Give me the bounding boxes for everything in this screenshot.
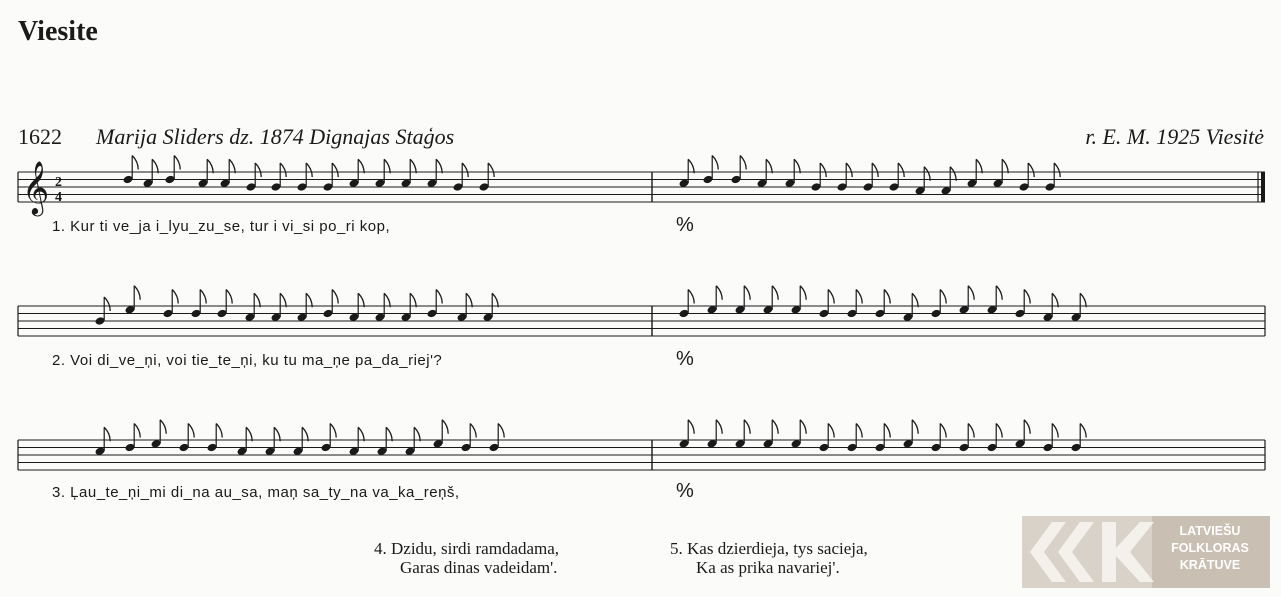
repeat-sign-1: % — [676, 214, 694, 236]
note-flag — [216, 424, 222, 438]
note-flag — [976, 159, 982, 173]
note-flag — [492, 293, 498, 307]
note-flag — [414, 427, 420, 441]
note-flag — [688, 420, 694, 434]
note-flag — [200, 290, 206, 304]
note-flag — [968, 286, 974, 300]
note-flag — [207, 159, 213, 173]
time-signature-top: 2 — [55, 175, 62, 190]
note-flag — [442, 420, 448, 434]
note-flag — [950, 167, 956, 181]
note-flag — [134, 424, 140, 438]
note-flag — [280, 163, 286, 177]
verse-5-line-1: 5. Kas dzierdieja, tys sacieja, — [670, 539, 868, 558]
lyric-line-2: 2. Voi di_ve_ņi, voi tie_te_ņi, ku tu ma_ņe pa_da_riej'? — [52, 352, 443, 369]
note-flag — [410, 293, 416, 307]
note-flag — [104, 427, 110, 441]
note-flag — [744, 420, 750, 434]
note-flag — [820, 163, 826, 177]
note-flag — [246, 427, 252, 441]
note-flag — [800, 286, 806, 300]
note-flag — [772, 420, 778, 434]
note-flag — [488, 163, 494, 177]
note-flag — [306, 163, 312, 177]
note-flag — [330, 424, 336, 438]
note-flag — [772, 286, 778, 300]
note-flag — [1002, 159, 1008, 173]
note-flag — [226, 290, 232, 304]
note-flag — [794, 159, 800, 173]
note-flag — [1080, 424, 1086, 438]
note-flag — [384, 293, 390, 307]
note-flag — [462, 163, 468, 177]
singer-info: Marija Sliders dz. 1874 Dignajas Staģos — [96, 124, 455, 149]
note-flag — [1052, 424, 1058, 438]
note-flag — [716, 286, 722, 300]
note-flag — [274, 427, 280, 441]
note-flag — [856, 424, 862, 438]
note-flag — [436, 159, 442, 173]
verse-4 — [374, 539, 559, 577]
lyric-line-3: 3. Ļau_te_ņi_mi di_na au_sa, maņ sa_ty_na va_ka_reņš, — [52, 484, 460, 501]
note-flag — [766, 159, 772, 173]
note-flag — [1052, 293, 1058, 307]
note-flag — [716, 420, 722, 434]
note-flag — [254, 293, 260, 307]
note-flag — [996, 424, 1002, 438]
note-flag — [688, 159, 694, 173]
note-flag — [912, 420, 918, 434]
note-flag — [884, 424, 890, 438]
note-flag — [384, 159, 390, 173]
note-flag — [386, 427, 392, 441]
note-flag — [498, 424, 504, 438]
note-flag — [744, 286, 750, 300]
note-flag — [229, 159, 235, 173]
note-flag — [255, 163, 261, 177]
note-flag — [1028, 163, 1034, 177]
note-flag — [358, 293, 364, 307]
note-flag — [302, 427, 308, 441]
note-flag — [332, 290, 338, 304]
verse-4-line-2: Garas dinas vadeidam'. — [400, 558, 558, 577]
note-flag — [132, 156, 138, 170]
note-flag — [410, 159, 416, 173]
verse-5-line-2: Ka as prika navariej'. — [696, 558, 840, 577]
verse-5 — [670, 539, 868, 577]
time-signature-bottom: 4 — [55, 190, 62, 205]
note-flag — [856, 290, 862, 304]
note-flag — [332, 163, 338, 177]
note-flag — [436, 290, 442, 304]
recorder-info: r. E. M. 1925 Viesitė — [1085, 124, 1264, 149]
note-flag — [712, 156, 718, 170]
note-flag — [828, 424, 834, 438]
note-flag — [466, 293, 472, 307]
note-flag — [898, 163, 904, 177]
note-flag — [280, 293, 286, 307]
note-flag — [740, 156, 746, 170]
note-flag — [846, 163, 852, 177]
song-number: 1622 — [18, 124, 62, 149]
note-flag — [912, 293, 918, 307]
note-flag — [470, 424, 476, 438]
note-flag — [306, 293, 312, 307]
note-flag — [172, 290, 178, 304]
note-flag — [688, 290, 694, 304]
page-title: Viesite — [18, 16, 98, 47]
note-flag — [828, 290, 834, 304]
note-flag — [968, 424, 974, 438]
logo-text: LATVIEŠU FOLKLORAS KRĀTUVE — [1171, 524, 1249, 572]
note-flag — [1024, 290, 1030, 304]
note-flag — [358, 427, 364, 441]
note-flag — [940, 290, 946, 304]
note-flag — [884, 290, 890, 304]
final-bar-thick — [1261, 172, 1265, 202]
note-flag — [1024, 420, 1030, 434]
repeat-sign-2: % — [676, 348, 694, 370]
note-flag — [924, 167, 930, 181]
note-flag — [188, 424, 194, 438]
note-flag — [152, 159, 158, 173]
note-flag — [1054, 163, 1060, 177]
note-flag — [174, 156, 180, 170]
note-flag — [940, 424, 946, 438]
note-flag — [134, 286, 140, 300]
note-flag — [872, 163, 878, 177]
note-flag — [996, 286, 1002, 300]
repeat-sign-3: % — [676, 480, 694, 502]
note-flag — [160, 420, 166, 434]
verse-4-line-1: 4. Dzidu, sirdi ramdadama, — [374, 539, 560, 558]
treble-clef-icon: 𝄞 — [22, 160, 50, 214]
lyric-line-1: 1. Kur ti ve_ja i_lyu_zu_se, tur i vi_si po_ri kop, — [52, 218, 391, 235]
note-flag — [358, 159, 364, 173]
note-flag — [1080, 293, 1086, 307]
note-flag — [104, 297, 110, 311]
note-flag — [800, 420, 806, 434]
